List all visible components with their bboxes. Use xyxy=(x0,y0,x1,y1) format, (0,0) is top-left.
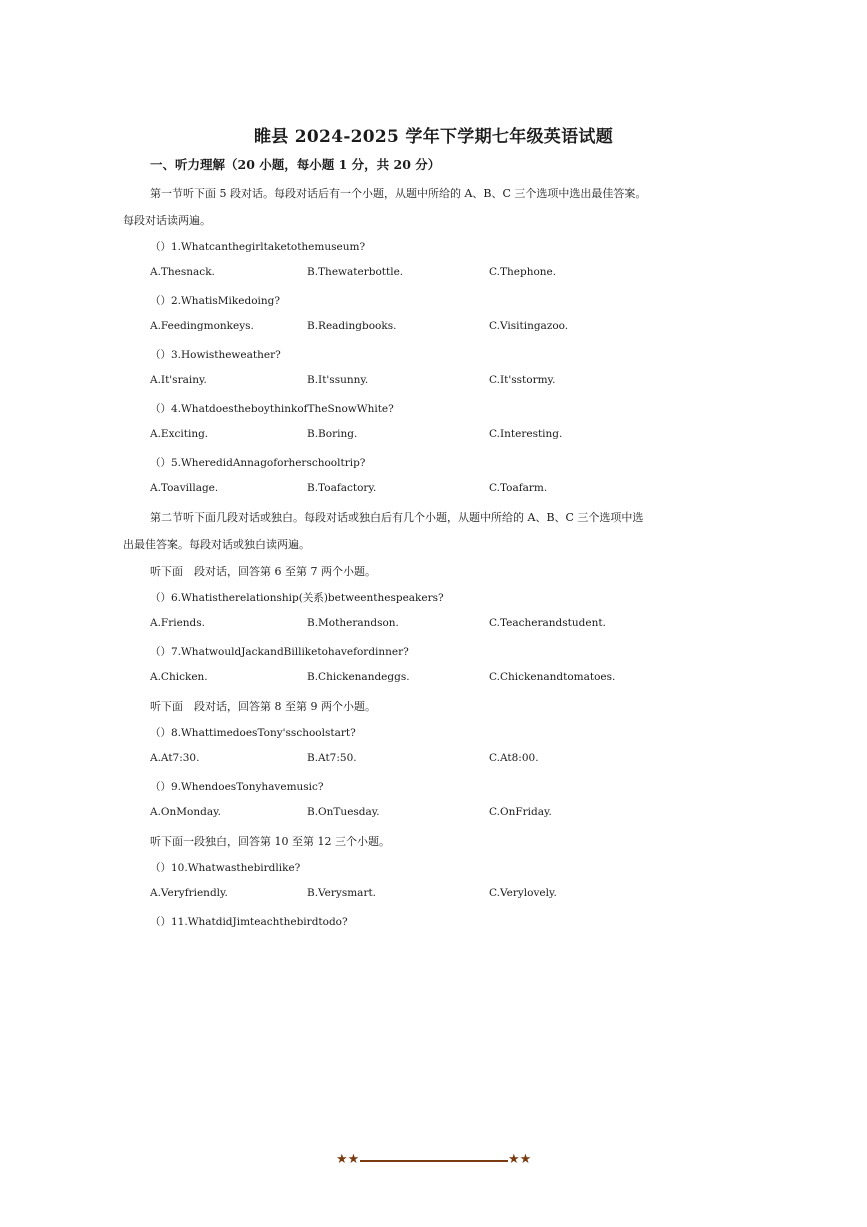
question-11: （）11.WhatdidJimteachthebirdtodo? xyxy=(150,916,348,928)
q9-option-a: A.OnMonday. xyxy=(150,806,221,818)
q2-option-a: A.Feedingmonkeys. xyxy=(150,320,254,332)
section-heading: 一、听力理解（20 小题，每小题 1 分，共 20 分） xyxy=(150,157,441,172)
question-6: （）6.Whatistherelationship(关系)betweenthespeakers? xyxy=(150,592,444,604)
q2-option-b: B.Readingbooks. xyxy=(307,320,397,332)
q4-option-c: C.Interesting. xyxy=(489,428,563,440)
question-3: （）3.Howistheweather? xyxy=(150,349,281,361)
question-4: （）4.WhatdoestheboythinkofTheSnowWhite? xyxy=(150,403,394,415)
q3-option-c: C.It'sstormy. xyxy=(489,374,556,386)
q6-option-b: B.Motherandson. xyxy=(307,617,399,629)
part1-intro-line1: 第一节听下面 5 段对话。每段对话后有一个小题，从题中所给的 A、B、C 三个选项中选出最佳答案。 xyxy=(150,187,647,200)
page-title: 睢县 2024-2025 学年下学期七年级英语试题 xyxy=(253,127,614,147)
q9-option-c: C.OnFriday. xyxy=(489,806,552,818)
q8-option-c: C.At8:00. xyxy=(489,752,539,764)
q7-option-c: C.Chickenandtomatoes. xyxy=(489,671,616,683)
question-5: （）5.WheredidAnnagoforherschooltrip? xyxy=(150,457,366,469)
part2-intro-line1: 第二节听下面几段对话或独白。每段对话或独白后有几个小题，从题中所给的 A、B、C 三个选项中选 xyxy=(150,511,644,524)
part1-intro-line2: 每段对话读两遍。 xyxy=(123,214,211,227)
q8-option-b: B.At7:50. xyxy=(307,752,357,764)
instruction-10-12: 听下面一段独白，回答第 10 至第 12 三个小题。 xyxy=(150,835,390,848)
q10-option-c: C.Verylovely. xyxy=(489,887,557,899)
question-2: （）2.WhatisMikedoing? xyxy=(150,295,280,307)
q5-option-b: B.Toafactory. xyxy=(307,482,377,494)
q1-option-b: B.Thewaterbottle. xyxy=(307,266,404,278)
q8-option-a: A.At7:30. xyxy=(150,752,200,764)
q4-option-a: A.Exciting. xyxy=(150,428,209,440)
q1-option-c: C.Thephone. xyxy=(489,266,557,278)
q1-option-a: A.Thesnack. xyxy=(150,266,215,278)
question-10: （）10.Whatwasthebirdlike? xyxy=(150,862,301,874)
q10-option-b: B.Verysmart. xyxy=(307,887,377,899)
question-9: （）9.WhendoesTonyhavemusic? xyxy=(150,781,324,793)
q5-option-c: C.Toafarm. xyxy=(489,482,548,494)
footer-right-stars: ★★ xyxy=(508,1152,532,1167)
q10-option-a: A.Veryfriendly. xyxy=(150,887,228,899)
instruction-6-7: 听下面 段对话，回答第 6 至第 7 两个小题。 xyxy=(150,565,376,578)
footer-left-stars: ★★ xyxy=(336,1152,360,1167)
instruction-8-9: 听下面 段对话，回答第 8 至第 9 两个小题。 xyxy=(150,700,376,713)
part2-intro-line2: 出最佳答案。每段对话或独白读两遍。 xyxy=(123,538,310,551)
q5-option-a: A.Toavillage. xyxy=(150,482,219,494)
q3-option-b: B.It'ssunny. xyxy=(307,374,369,386)
q4-option-b: B.Boring. xyxy=(307,428,358,440)
q6-option-a: A.Friends. xyxy=(150,617,206,629)
q2-option-c: C.Visitingazoo. xyxy=(489,320,569,332)
q6-option-c: C.Teacherandstudent. xyxy=(489,617,606,629)
question-1: （）1.Whatcanthegirltaketothemuseum? xyxy=(150,241,366,253)
footer-ornament xyxy=(336,1150,532,1170)
q7-option-b: B.Chickenandeggs. xyxy=(307,671,410,683)
q9-option-b: B.OnTuesday. xyxy=(307,806,380,818)
question-8: （）8.WhattimedoesTony'sschoolstart? xyxy=(150,727,356,739)
footer-rule xyxy=(360,1160,508,1162)
q7-option-a: A.Chicken. xyxy=(150,671,208,683)
question-7: （）7.WhatwouldJackandBilliketohavefordinner? xyxy=(150,646,409,658)
q3-option-a: A.It'srainy. xyxy=(150,374,207,386)
